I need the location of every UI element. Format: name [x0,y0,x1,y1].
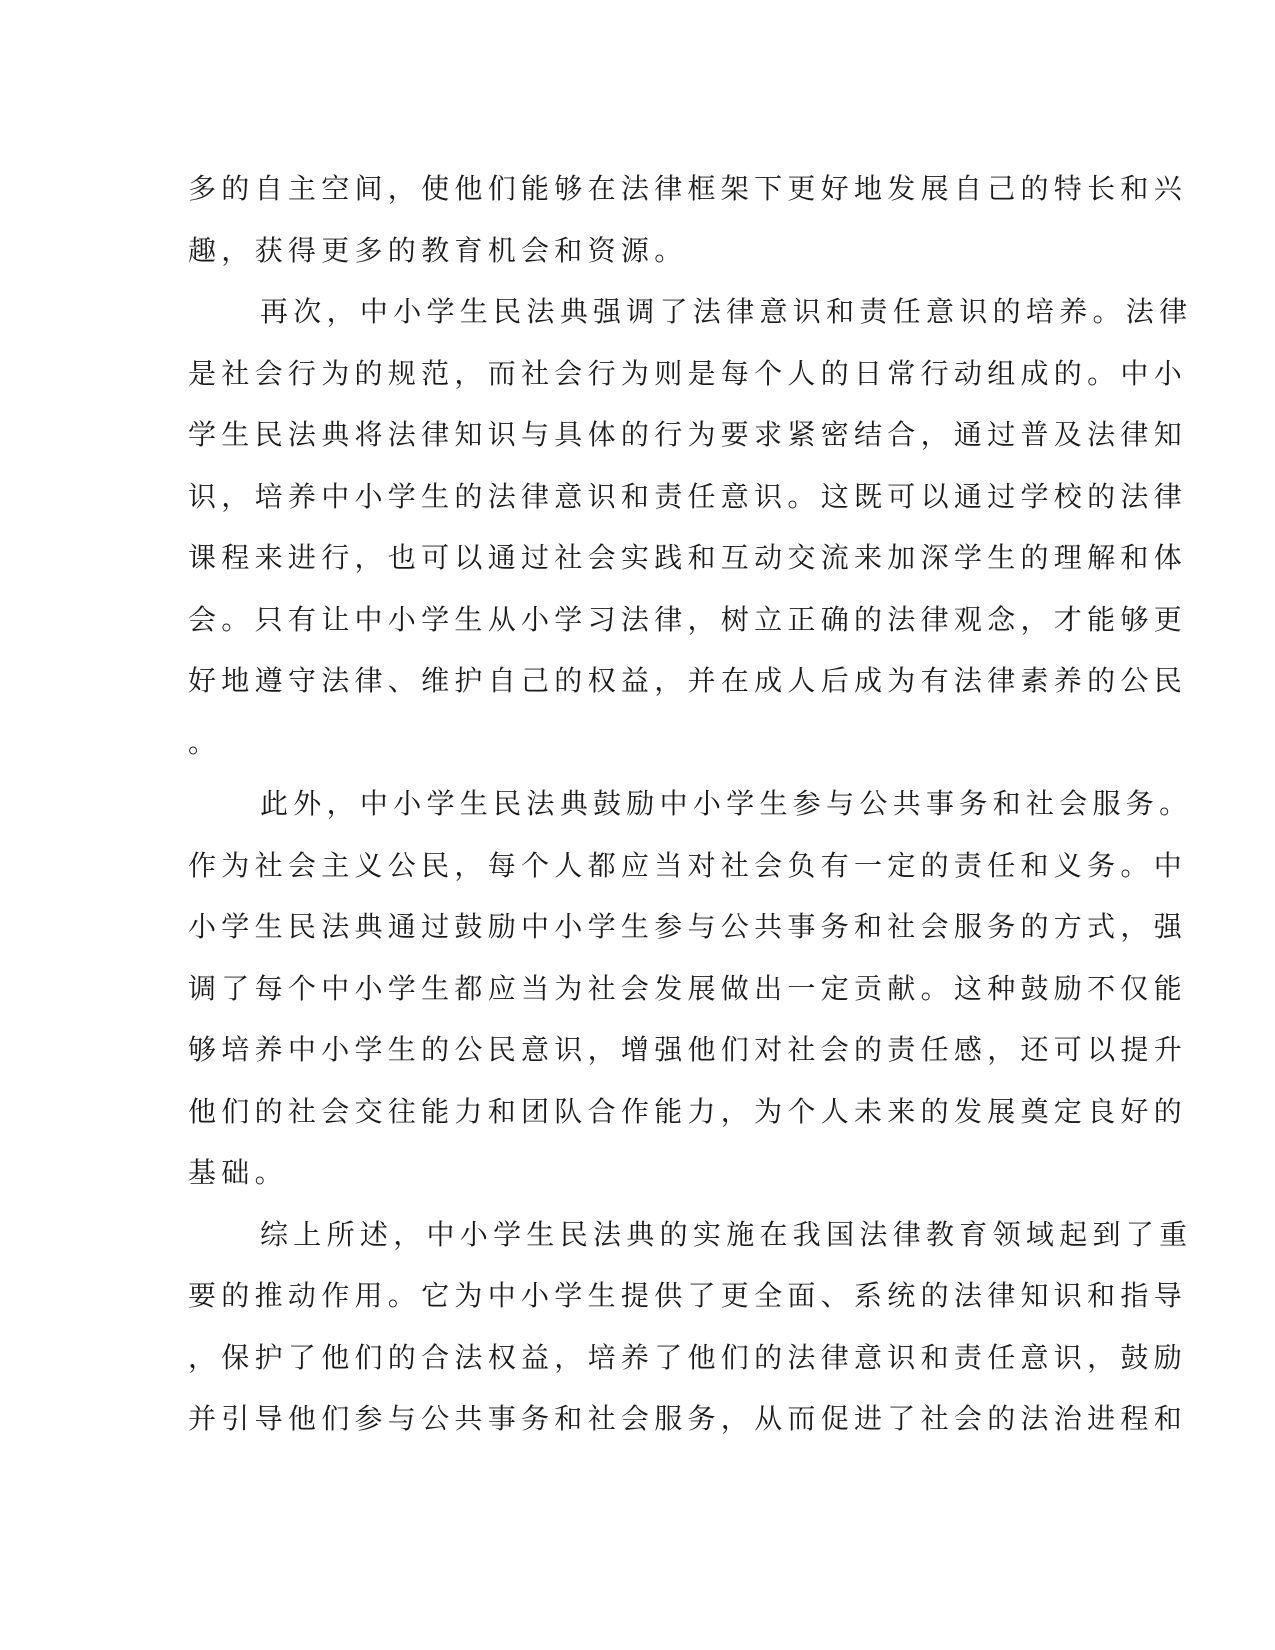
paragraph-start-line: 综上所述，中小学生民法典的实施在我国法律教育领域起到了重 [260,1217,1193,1251]
text-line: 要的推动作用。它为中小学生提供了更全面、系统的法律知识和指导 [188,1279,1188,1312]
text-line: 是社会行为的规范，而社会行为则是每个人的日常行动组成的。中小 [188,356,1188,390]
text-line: 他们的社会交往能力和团队合作能力，为个人未来的发展奠定良好的 [188,1094,1188,1128]
text-line: 。 [188,725,222,759]
text-line: 作为社会主义公民，每个人都应当对社会负有一定的责任和义务。中 [188,848,1188,882]
text-line: 课程来进行，也可以通过社会实践和互动交流来加深学生的理解和体 [188,541,1188,574]
text-line: 好地遵守法律、维护自己的权益，并在成人后成为有法律素养的公民 [188,664,1188,697]
text-line: 小学生民法典通过鼓励中小学生参与公共事务和社会服务的方式，强 [188,910,1188,943]
body-text [188,158,1193,1450]
text-line: 够培养中小学生的公民意识，增强他们对社会的责任感，还可以提升 [188,1033,1188,1066]
text-line: 识，培养中小学生的法律意识和责任意识。这既可以通过学校的法律 [188,479,1188,513]
text-line: 调了每个中小学生都应当为社会发展做出一定贡献。这种鼓励不仅能 [188,971,1188,1005]
text-line: 会。只有让中小学生从小学习法律，树立正确的法律观念，才能够更 [188,602,1188,636]
text-line: 趣，获得更多的教育机会和资源。 [188,233,688,267]
text-line: 基础。 [188,1156,288,1189]
paragraph-start-line: 此外，中小学生民法典鼓励中小学生参与公共事务和社会服务。 [260,787,1193,820]
text-line: 学生民法典将法律知识与具体的行为要求紧密结合，通过普及法律知 [188,418,1188,451]
text-line: 多的自主空间，使他们能够在法律框架下更好地发展自己的特长和兴 [188,172,1188,205]
text-line: ，保护了他们的合法权益，培养了他们的法律意识和责任意识，鼓励 [188,1340,1188,1374]
paragraph-start-line: 再次，中小学生民法典强调了法律意识和责任意识的培养。法律 [260,295,1193,328]
text-line: 并引导他们参与公共事务和社会服务，从而促进了社会的法治进程和 [188,1402,1188,1435]
